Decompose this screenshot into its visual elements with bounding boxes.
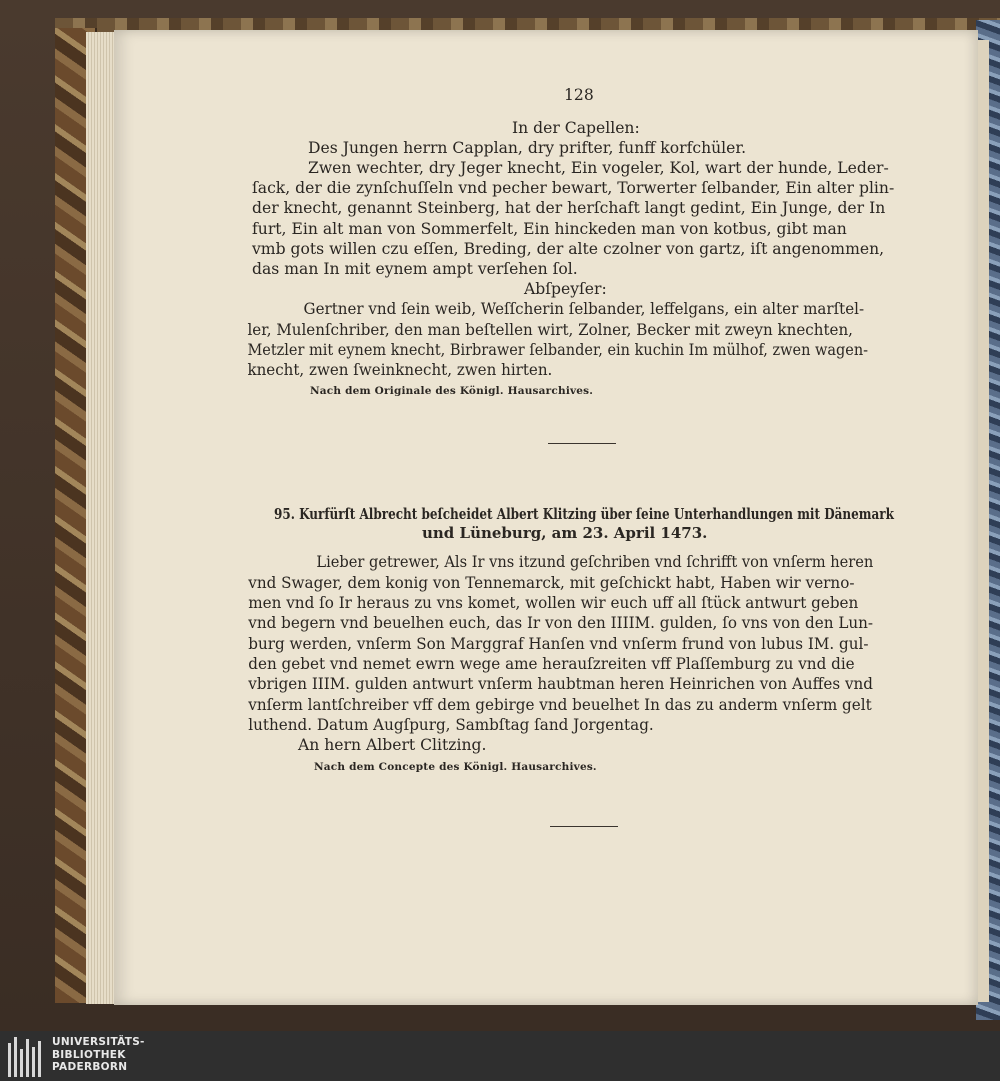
text-line: Gertner vnd ſein weib, Weſſcherin ſelbander, leffelgans, ein alter marſtel-	[303, 300, 865, 318]
page-edges	[86, 32, 116, 1004]
library-name	[52, 1036, 145, 1074]
text-line: Zwen wechter, dry Jeger knecht, Ein vogeler, Kol, wart der hunde, Leder-	[308, 159, 889, 177]
text-line: vbrigen IIIM. gulden antwurt vnſerm haubtman heren Heinrichen von Auffes vnd	[248, 675, 873, 693]
source-note-concept: Nach dem Concepte des Königl. Hausarchives.	[314, 761, 597, 773]
book-page	[114, 30, 978, 1005]
text-line: Lieber getrewer, Als Ir vns itzund geſchriben vnd ſchrifft von vnſerm heren	[316, 553, 874, 571]
text-line: Des Jungen herrn Capplan, dry prifter, funff korfchüler.	[308, 139, 747, 157]
document-title-line1: 95. Kurfürſt Albrecht beſcheidet Albert Klitzing über ſeine Unterhandlungen mit Dänemark	[274, 505, 894, 523]
library-logo-icon	[6, 1035, 46, 1077]
heading-abspeyser: Abſpeyſer:	[524, 280, 607, 298]
text-line: vmb gots willen czu eſſen, Breding, der alte czolner von gartz, iſt angenommen,	[252, 240, 885, 258]
library-name-line1: UNIVERSITÄTS-	[52, 1036, 145, 1048]
text-line: vnd begern vnd beuelhen euch, das Ir von den IIIIM. gulden, ſo vns von den Lun-	[248, 614, 874, 632]
text-line: das man In mit eynem ampt verſehen ſol.	[252, 260, 578, 278]
library-footer	[0, 1031, 1000, 1081]
text-line: der knecht, genannt Steinberg, hat der herſchaft langt gedint, Ein Junge, der In	[252, 199, 886, 217]
text-line: burg werden, vnſerm Son Marggraf Hanſen vnd vnſerm frund von lubus IM. gul-	[248, 635, 869, 653]
heading-capellen: In der Capellen:	[512, 119, 640, 137]
text-line: knecht, zwen ſweinknecht, zwen hirten.	[247, 361, 553, 379]
document-title-line2: und Lüneburg, am 23. April 1473.	[422, 524, 708, 542]
text-line: luthend. Datum Augſpurg, Sambſtag ſand Jorgentag.	[248, 716, 654, 734]
text-line: den gebet vnd nemet ewrn wege ame herauſzreiten vff Plaſſemburg zu vnd die	[248, 655, 855, 673]
section-divider	[550, 826, 618, 827]
text-line: ſack, der die zynſchuſſeln vnd pecher bewart, Torwerter ſelbander, Ein alter plin-	[252, 179, 895, 197]
text-line: ler, Mulenſchriber, den man beſtellen wirt, Zolner, Becker mit zweyn knechten,	[247, 321, 853, 339]
text-line: vnſerm lantſchreiber vff dem gebirge vnd beuelhet In das zu anderm vnſerm gelt	[248, 696, 872, 714]
text-line: furt, Ein alt man von Sommerfelt, Ein hinckeden man von kotbus, gibt man	[252, 220, 847, 238]
letter-address: An hern Albert Clitzing.	[298, 736, 487, 754]
section-divider	[548, 443, 616, 444]
library-name-line3: PADERBORN	[52, 1061, 128, 1073]
text-line: men vnd ſo Ir heraus zu vns komet, wollen wir euch uff all ſtück antwurt geben	[248, 594, 859, 612]
library-name-line2: BIBLIOTHEK	[52, 1048, 126, 1061]
source-note-original: Nach dem Originale des Königl. Hausarchives.	[310, 385, 594, 397]
page-number: 128	[564, 86, 594, 104]
text-line: Metzler mit eynem knecht, Birbrawer ſelbander, ein kuchin Im mülhof, zwen wagen-	[247, 341, 869, 359]
text-line: vnd Swager, dem konig von Tennemarck, mit geſchickt habt, Haben wir verno-	[248, 574, 855, 592]
